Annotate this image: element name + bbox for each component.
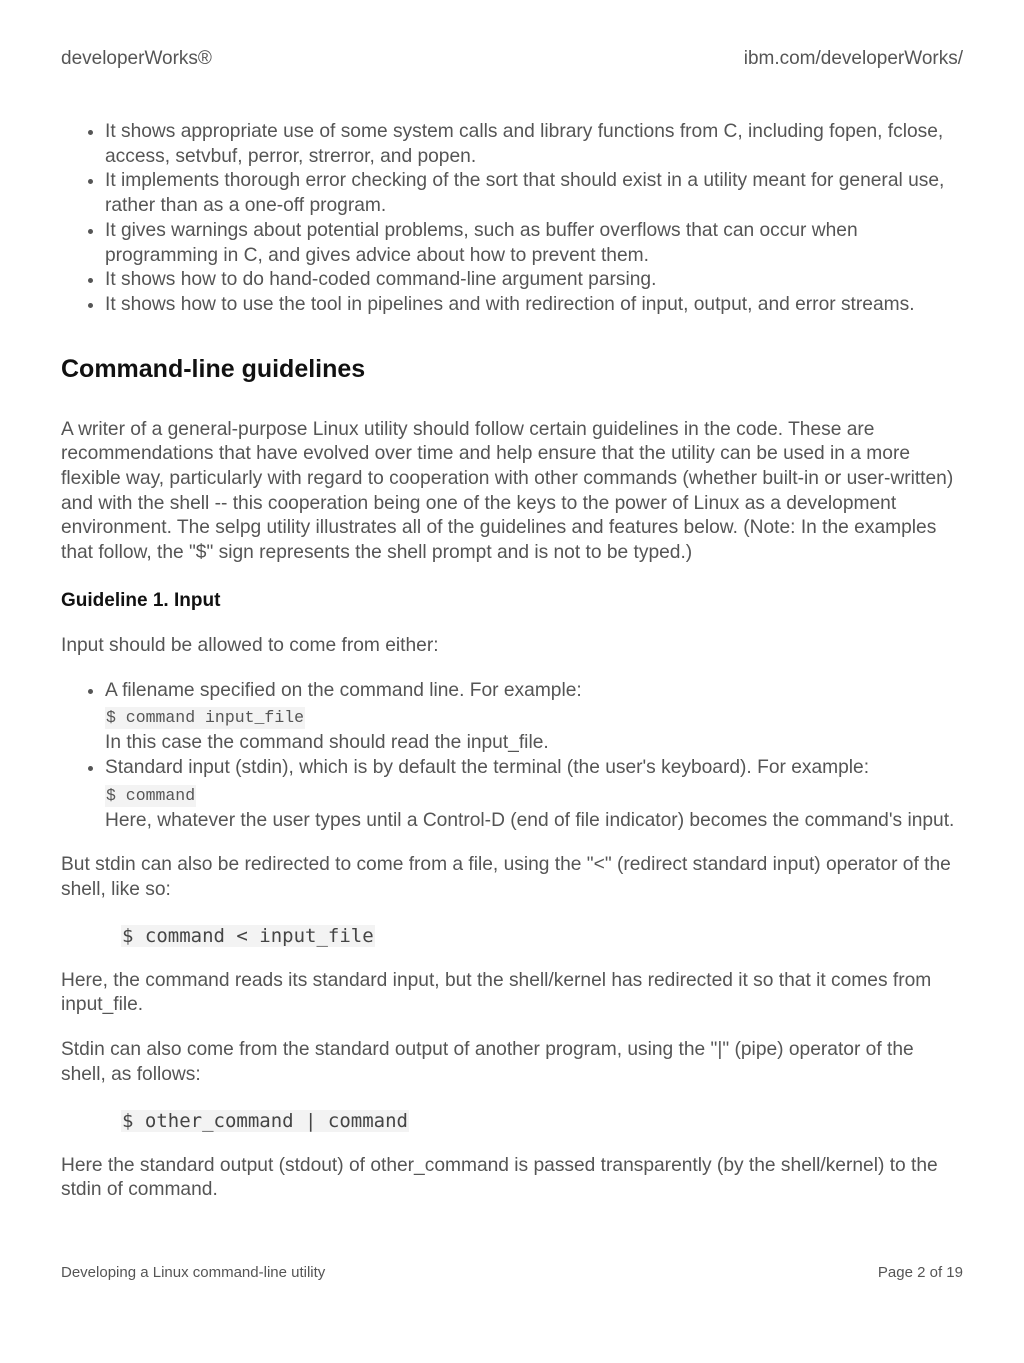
code-text: $ other_command | command (122, 1109, 408, 1132)
footer-title: Developing a Linux command-line utility (61, 1264, 326, 1281)
item-after: In this case the command should read the input_file. (105, 732, 549, 754)
header-brand: developerWorks® (61, 48, 212, 69)
guideline-title: Guideline 1. Input (61, 589, 221, 611)
inline-code: $ command (106, 785, 196, 805)
section-title: Command-line guidelines (61, 354, 366, 383)
pipe-paragraph: Stdin can also come from the standard output of another program, using the "|" (pipe) operator of the shell, as follows: (61, 1039, 914, 1085)
pipe-after: Here the standard output (stdout) of other_command is passed transparently (by the shell/kernel) to the stdin of command. (61, 1154, 938, 1201)
header-url: ibm.com/developerWorks/ (743, 48, 963, 69)
list-item (105, 756, 963, 833)
code-block (121, 923, 963, 949)
page-content (61, 120, 963, 1203)
item-after: Here, whatever the user types until a Control-D (end of file indicator) becomes the command's input. (105, 809, 955, 831)
input-lead: Input should be allowed to come from either: (61, 634, 439, 656)
list-item: • It gives warnings about potential problems, such as buffer overflows that can occur when programming in C, and gives advice about how to prevent them. (105, 219, 963, 268)
item-text: A filename specified on the command line. For example: (105, 679, 582, 701)
list-item: • It shows how to use the tool in pipelines and with redirection of input, output, and error streams. (105, 293, 963, 318)
redirect-paragraph: But stdin can also be redirected to come from a file, using the "<" (redirect standard input) operator of the shell, like so: (61, 854, 951, 901)
list-item: • It shows how to do hand-coded command-line argument parsing. (105, 268, 963, 293)
list-item: • It shows appropriate use of some system calls and library functions from C, including fopen, fclose, access, setvbuf, perror, strerror, and popen. (105, 120, 963, 169)
features-list (61, 120, 963, 318)
list-item: • It implements thorough error checking of the sort that should exist in a utility meant for general use, rather than as a one-off program. (105, 169, 963, 218)
list-item (105, 679, 963, 756)
inline-code: $ command input_file (106, 708, 305, 728)
code-block (121, 1108, 963, 1134)
redirect-after: Here, the command reads its standard input, but the shell/kernel has redirected it so that it comes from input_file. (61, 969, 932, 1016)
input-list (61, 679, 963, 834)
page-number: Page 2 of 19 (877, 1264, 963, 1281)
intro-paragraph: A writer of a general-purpose Linux utility should follow certain guidelines in the code. These are recommendations that have evolved over time and help ensure that the utility can be used in a more flexible way, particularly with regard to cooperation with other commands (whether built-in or user-written) and with the shell -- this cooperation being one of the keys to the power of Linux as a development environment. The selpg utility illustrates all of the guidelines and features below. (Note: In the examples that follow, the "$" sign represents the shell prompt and is not to be typed.) (61, 418, 954, 564)
item-text: Standard input (stdin), which is by default the terminal (the user's keyboard). For example: (105, 756, 870, 778)
code-text: $ command < input_file (122, 924, 374, 947)
